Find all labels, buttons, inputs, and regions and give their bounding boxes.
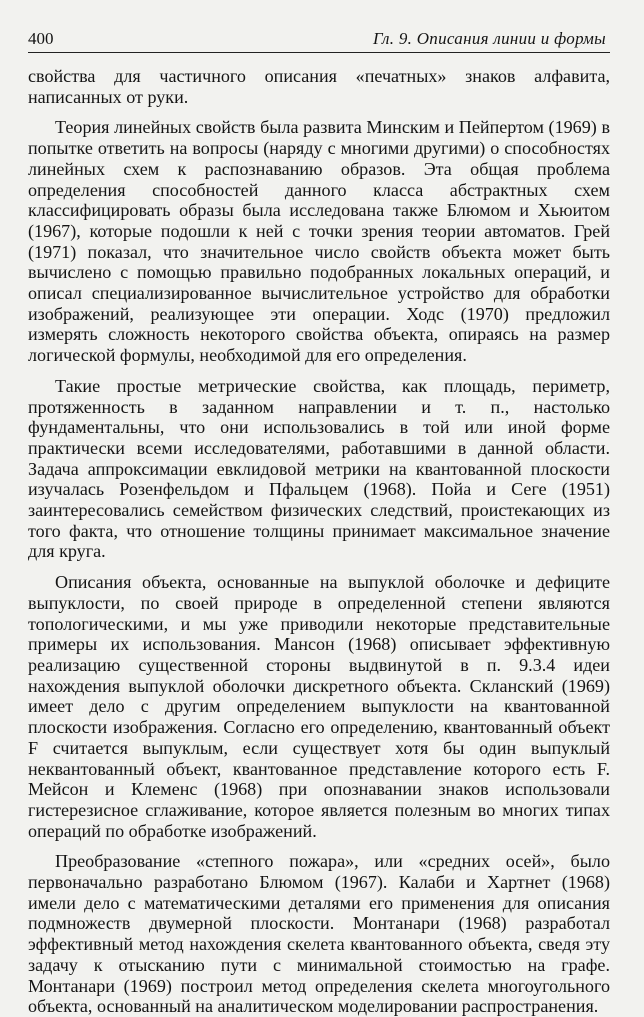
paragraph-convex-hull: Описания объекта, основанные на выпуклой оболочке и дефиците выпуклости, по своей природе в определенной степени являются топологическими, и мы уже приводили некоторые представительные примеры их использования. Мансон (1968) описывает эффективную реализацию существенной стороны выдвинутой в п. 9.3.4 идеи нахождения выпуклой оболочки дискретного объекта. Скланский (1969) имеет дело с другим определением выпуклости на квантованной плоскости изображения. Согласно его определению, квантованный объект F считается выпуклым, если существует хотя бы один выпуклый неквантованный объект, квантованное представление которого есть F. Мейсон и Клеменс (1968) при опознавании знаков использовали гистерезисное сглаживание, которое является полезным во многих типах операций по обработке изображений. bbox=[28, 572, 610, 841]
paragraph-medial-axis: Преобразование «степного пожара», или «средних осей», было первоначально разработано Блюмом (1967). Калаби и Хартнет (1968) имели дело с математическими деталями его применения для описания подмножеств двумерной плоскости. Монтанари (1968) разработал эффективный метод нахождения скелета квантованного объекта, сведя эту задачу к отысканию пути с минимальной стоимостью на графе. Монтанари (1969) построил метод определения скелета многоугольного объекта, основанный на аналитическом моделировании распространения. bbox=[28, 851, 610, 1017]
paragraph-continued: свойства для частичного описания «печатных» знаков алфавита, написанных от руки. bbox=[28, 66, 610, 107]
paragraph-metric-properties: Такие простые метрические свойства, как площадь, периметр, протяженность в заданном направлении и т. п., настолько фундаментальны, что они использовались в той или иной форме практически всеми исследователями, работавшими в данной области. Задача аппроксимации евклидовой метрики на квантованной плоскости изучалась Розенфельдом и Пфальцем (1968). Пойа и Сеге (1951) заинтересовались семейством физических следствий, проистекающих из того факта, что отношение толщины принимает максимальное значение для круга. bbox=[28, 375, 610, 562]
running-title: Гл. 9. Описания линии и формы bbox=[372, 29, 606, 48]
running-header bbox=[28, 26, 610, 53]
paragraph-linear-properties: Теория линейных свойств была развита Минским и Пейпертом (1969) в попытке ответить на вопросы (наряду с многими другими) о способностях линейных схем к распознаванию образов. Эта общая проблема определения способностей данного класса абстрактных схем классифицировать образы была исследована также Блюмом и Хьюитом (1967), которые подошли к ней с точки зрения теории автоматов. Грей (1971) показал, что значительное число свойств объекта может быть вычислено с помощью правильно подобранных локальных операций, и описал специализированное вычислительное устройство для обработки изображений, реализующее эти операции. Ходс (1970) предложил измерять сложность некоторого свойства объекта, опираясь на размер логической формулы, необходимой для его определения. bbox=[28, 117, 610, 366]
body-text bbox=[28, 66, 610, 1017]
page-number: 400 bbox=[28, 29, 54, 48]
